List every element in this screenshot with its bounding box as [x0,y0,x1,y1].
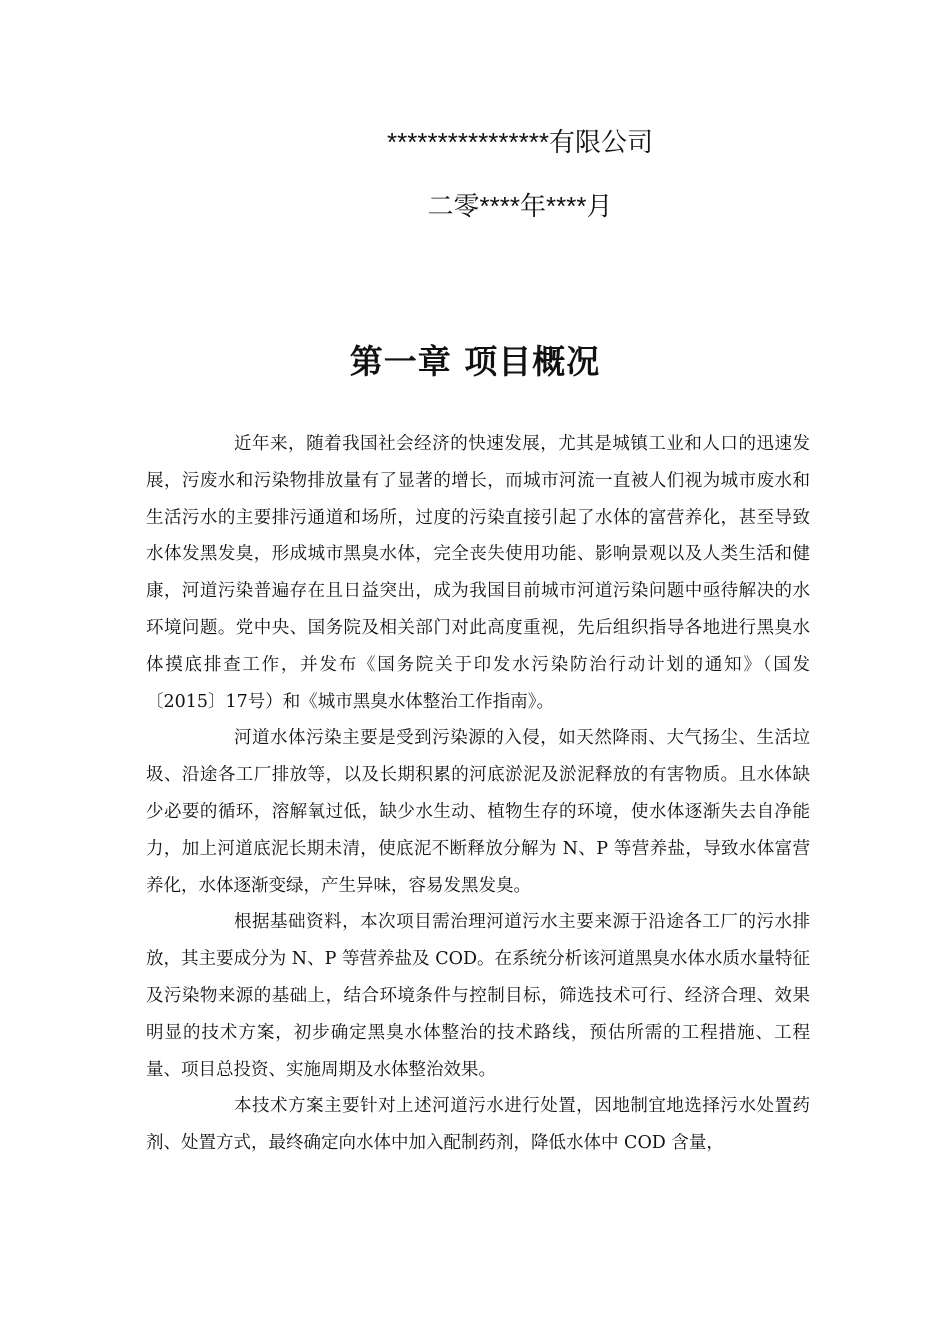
paragraph: 本技术方案主要针对上述河道污水进行处置，因地制宜地选择污水处置药剂、处置方式，最终确定向水体中加入配制药剂，降低水体中 COD 含量， [146,1096,810,1154]
company-name: ****************有限公司 [387,127,653,157]
chapter-body [146,426,810,1162]
paragraph: 河道水体污染主要是受到污染源的入侵，如天然降雨、大气扬尘、生活垃圾、沿途各工厂排放等，以及长期积累的河底淤泥及淤泥释放的有害物质。且水体缺少必要的循环，溶解氧过低，缺少水生动、植物生存的环境，使水体逐渐失去自净能力，加上河道底泥长期未清，使底泥不断释放分解为 N、P 等营养盐，导致水体富营养化，水体逐渐变绿，产生异味，容易发黑发臭。 [146,728,810,896]
chapter-title: 第一章 项目概况 [349,342,601,381]
paragraph: 近年来，随着我国社会经济的快速发展，尤其是城镇工业和人口的迅速发展，污废水和污染物排放量有了显著的增长，而城市河流一直被人们视为城市废水和生活污水的主要排污通道和场所，过度的污染直接引起了水体的富营养化，甚至导致水体发黑发臭，形成城市黑臭水体，完全丧失使用功能、影响景观以及人类生活和健康，河道污染普遍存在且日益突出，成为我国目前城市河道污染问题中亟待解决的水环境问题。党中央、国务院及相关部门对此高度重视，先后组织指导各地进行黑臭水体摸底排查工作，并发布《国务院关于印发水污染防治行动计划的通知》（国发〔2015〕17号）和《城市黑臭水体整治工作指南》。 [146,434,810,712]
paragraph: 根据基础资料，本次项目需治理河道污水主要来源于沿途各工厂的污水排放，其主要成分为 N、P 等营养盐及 COD。在系统分析该河道黑臭水体水质水量特征及污染物来源的基础上，结合环境条件与控制目标，筛选技术可行、经济合理、效果明显的技术方案，初步确定黑臭水体整治的技术路线，预估所需的工程措施、工程量、项目总投资、实施周期及水体整治效果。 [146,912,810,1080]
document-date: 二零****年****月 [427,191,613,221]
